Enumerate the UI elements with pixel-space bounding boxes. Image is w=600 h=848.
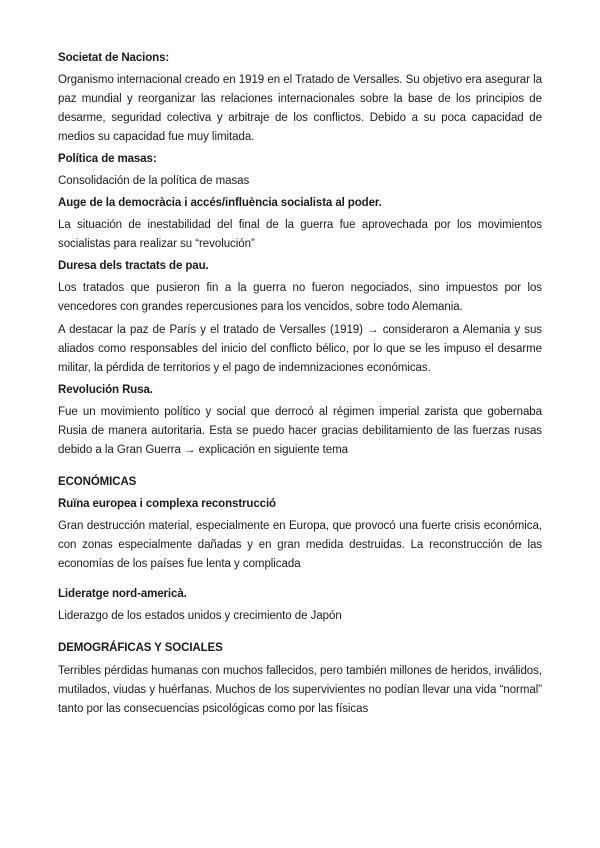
paragraph-lideratge-nord-america: Liderazgo de los estados unidos y crecimiento de Japón xyxy=(58,610,342,622)
paragraph-duresa-tractats-1: Los tratados que pusieron fin a la guerra no fueron negociados, sino impuestos por los vencedores con grandes repercusiones para los vencidos, sobre todo Alemania. xyxy=(58,282,542,313)
heading-revolucion-rusa: Revolución Rusa. xyxy=(58,384,153,396)
paragraph-duresa-tractats-2: A destacar la paz de París y el tratado de Versalles (1919) → consideraron a Alemania y sus aliados como responsables del inicio del conflicto bélico, por lo que se les impuso el desarme militar, la pérdida de territorios y el pago de indemnizaciones económicas. xyxy=(58,324,542,374)
paragraph-politica-de-masas: Consolidación de la política de masas xyxy=(58,175,250,187)
heading-ruina-europea: Ruïna europea i complexa reconstrucció xyxy=(58,498,276,510)
document-page xyxy=(58,50,542,723)
heading-lideratge-nord-america: Lideratge nord-americà. xyxy=(58,588,187,600)
section-title-economicas: ECONÓMICAS xyxy=(58,476,137,488)
heading-auge-democracia: Auge de la democràcia i accés/influència socialista al poder. xyxy=(58,197,382,209)
paragraph-demograficas: Terribles pérdidas humanas con muchos fallecidos, pero también millones de heridos, inválidos, mutilados, viudas y huérfanas. Muchos de los supervivientes no podían llevar una vida “normal” tanto por las consecuencias psicológicas como por las físicas xyxy=(58,665,542,715)
heading-politica-de-masas: Política de masas: xyxy=(58,153,157,165)
paragraph-auge-democracia: La situación de inestabilidad del final de la guerra fue aprovechada por los movimientos socialistas para realizar su “revolución” xyxy=(58,219,542,250)
section-title-demograficas: DEMOGRÁFICAS Y SOCIALES xyxy=(58,642,223,654)
heading-societat-de-nacions: Societat de Nacions: xyxy=(58,52,170,64)
paragraph-ruina-europea: Gran destrucción material, especialmente en Europa, que provocó una fuerte crisis económica, con zonas especialmente dañadas y en gran medida destruidas. La reconstrucción de las economías de los países fue lenta y complicada xyxy=(58,520,542,570)
paragraph-societat-de-nacions: Organismo internacional creado en 1919 en el Tratado de Versalles. Su objetivo era asegurar la paz mundial y reorganizar las relaciones internacionales sobre la base de los principios de desarme, seguridad colectiva y arbitraje de los conflictos. Debido a su poca capacidad de medios su capacidad fue muy limitada. xyxy=(58,74,542,143)
paragraph-revolucion-rusa: Fue un movimiento político y social que derrocó al régimen imperial zarista que gobernaba Rusia de manera autoritaria. Esta se puedo hacer gracias debilitamiento de las fuerzas rusas debido a la Gran Guerra → explicación en siguiente tema xyxy=(58,406,542,456)
heading-duresa-tractats: Duresa dels tractats de pau. xyxy=(58,260,209,272)
